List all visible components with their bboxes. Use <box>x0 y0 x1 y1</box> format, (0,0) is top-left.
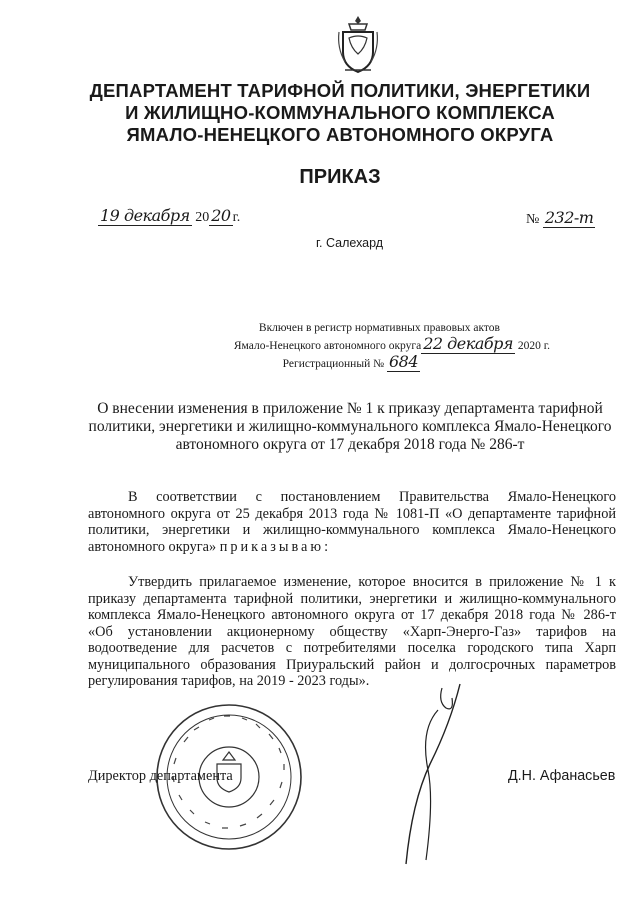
signatory-name: Д.Н. Афанасьев <box>508 768 616 784</box>
registry-line <box>190 336 550 354</box>
operative-text: Утвердить прилагаемое изменение, которое вносится в приложение № 1 к приказу департамента тарифной политики, энергетики и жилищно-коммунального комплекса Ямало-Ненецкого автономного округа от 17 декабря 2018 года № 286-т «Об установлении акционерному обществу «Харп-Энерго-Газ» тарифов на водоотведение для расчетов с потребителями поселка городского типа Харп муниципального образования Приуральский район и долгосрочных параметров регулирования тарифов, на 2019 - 2023 годы». <box>88 574 616 689</box>
registry-prefix: Ямало-Ненецкого автономного округа <box>233 340 422 352</box>
preamble-paragraph <box>88 489 616 555</box>
registry-line <box>190 354 550 372</box>
order-subject: О внесении изменения в приложение № 1 к приказу департамента тарифной политики, энергетики и жилищно-коммунального комплекса Ямало-Ненецкого автономного округа от 17 декабря 2018 года № 286-т <box>88 400 612 453</box>
department-line: И ЖИЛИЩНО-КОММУНАЛЬНОГО КОМПЛЕКСА <box>125 102 555 123</box>
year-suffix: г. <box>232 210 241 225</box>
handwritten-signature-icon <box>390 680 480 870</box>
city: г. Салехард <box>316 236 384 250</box>
registry-number-handwritten: 684 <box>388 352 418 371</box>
year-handwritten: 20 <box>211 206 231 225</box>
department-line: ДЕПАРТАМЕНТ ТАРИФНОЙ ПОЛИТИКИ, ЭНЕРГЕТИКИ <box>89 80 591 101</box>
date-handwritten: 19 декабря <box>100 206 190 225</box>
department-line: ЯМАЛО-НЕНЕЦКОГО АВТОНОМНОГО ОКРУГА <box>126 124 554 145</box>
number-handwritten: 232-т <box>544 208 594 227</box>
document-type: ПРИКАЗ <box>299 166 381 188</box>
department-name <box>40 80 640 146</box>
coat-of-arms-icon <box>335 14 381 76</box>
order-verb: приказываю: <box>219 538 332 555</box>
registry-line: Включен в регистр нормативных правовых актов <box>258 322 500 334</box>
operative-paragraph <box>88 574 616 690</box>
registry-year: 2020 г. <box>517 340 550 352</box>
signatory-position: Директор департамента <box>88 768 233 784</box>
preamble-text: В соответствии с постановлением Правительства Ямало-Ненецкого автономного округа от 25 декабря 2013 года № 1081-П «О департаменте тарифной политики, энергетики и жилищно-коммунального комплекса Ямало-Ненецкого автономного округа» <box>88 489 616 555</box>
year-prefix: 20 <box>195 210 210 225</box>
registry-stamp <box>190 320 550 372</box>
order-date <box>98 206 240 226</box>
number-prefix: № <box>526 212 540 227</box>
registry-date-handwritten: 22 декабря <box>423 334 513 353</box>
registry-number-prefix: Регистрационный № <box>282 358 385 370</box>
order-number <box>526 208 595 228</box>
